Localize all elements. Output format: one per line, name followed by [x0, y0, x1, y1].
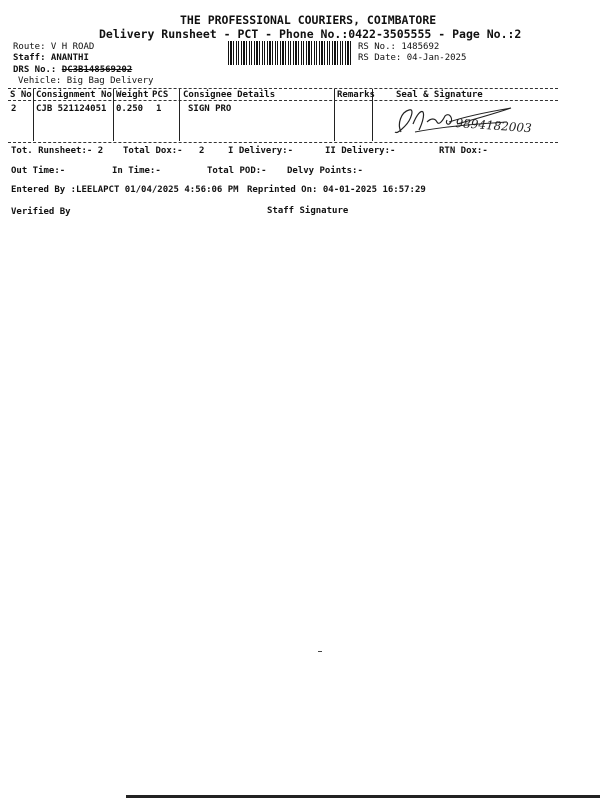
handwritten-phone-note: 9894182003: [455, 116, 533, 136]
rtn-dox: RTN Dox:-: [439, 146, 488, 156]
col-separator: [113, 89, 114, 141]
delvy-points: Delvy Points:-: [287, 166, 363, 176]
header-seal-signature: Seal & Signature: [396, 90, 483, 100]
staff-signature: Staff Signature: [267, 206, 349, 216]
header-consignee: Consignee Details: [183, 90, 276, 100]
verified-by: Verified By: [11, 207, 71, 217]
scan-speck: [318, 651, 322, 652]
total-dox-label: Total Dox:-: [123, 146, 183, 156]
col-separator: [179, 89, 180, 141]
in-time: In Time:-: [112, 166, 161, 176]
reprinted-on: Reprinted On: 04-01-2025 16:57:29: [247, 185, 426, 195]
table-top-rule: [8, 88, 558, 89]
header-sno: S No: [10, 90, 32, 100]
header-consignment: Consignment No: [36, 90, 112, 100]
cell-consignee: SIGN PRO: [188, 104, 232, 114]
barcode-image: [228, 41, 352, 65]
drs-label: DRS No.:: [13, 65, 57, 75]
header-remarks: Remarks: [337, 90, 375, 100]
company-title: THE PROFESSIONAL COURIERS, COIMBATORE: [180, 13, 437, 27]
runsheet-subtitle: Delivery Runsheet - PCT - Phone No.:0422-3505555 - Page No.:2: [99, 27, 522, 41]
col-separator: [33, 89, 34, 141]
table-bottom-rule: [8, 142, 558, 143]
staff-label: Staff: ANANTHI: [13, 53, 89, 63]
ii-delivery: II Delivery:-: [325, 146, 396, 156]
total-pod: Total POD:-: [207, 166, 267, 176]
drs-number: [13, 65, 132, 75]
table-header-rule: [8, 100, 558, 101]
cell-consignment: CJB 521124051: [36, 104, 107, 114]
entered-by: Entered By :LEELAPCT 01/04/2025 4:56:06 PM: [11, 185, 239, 195]
cell-pcs: 1: [156, 104, 162, 114]
tot-runsheet: Tot. Runsheet:- 2: [11, 146, 104, 156]
rs-date: RS Date: 04-Jan-2025: [358, 53, 467, 63]
drs-value: DC3B148569202: [61, 65, 133, 75]
vehicle-label: Vehicle: Big Bag Delivery: [18, 76, 154, 86]
header-pcs: PCS: [152, 90, 169, 100]
page-bottom-edge: [126, 795, 600, 798]
col-separator: [334, 89, 335, 141]
route-label: Route: V H ROAD: [13, 42, 95, 52]
cell-weight: 0.250: [116, 104, 144, 114]
total-dox-value: 2: [199, 146, 205, 156]
cell-sno: 2: [11, 104, 17, 114]
rs-number: RS No.: 1485692: [358, 42, 440, 52]
header-weight: Weight: [116, 90, 149, 100]
i-delivery: I Delivery:-: [228, 146, 294, 156]
out-time: Out Time:-: [11, 166, 66, 176]
